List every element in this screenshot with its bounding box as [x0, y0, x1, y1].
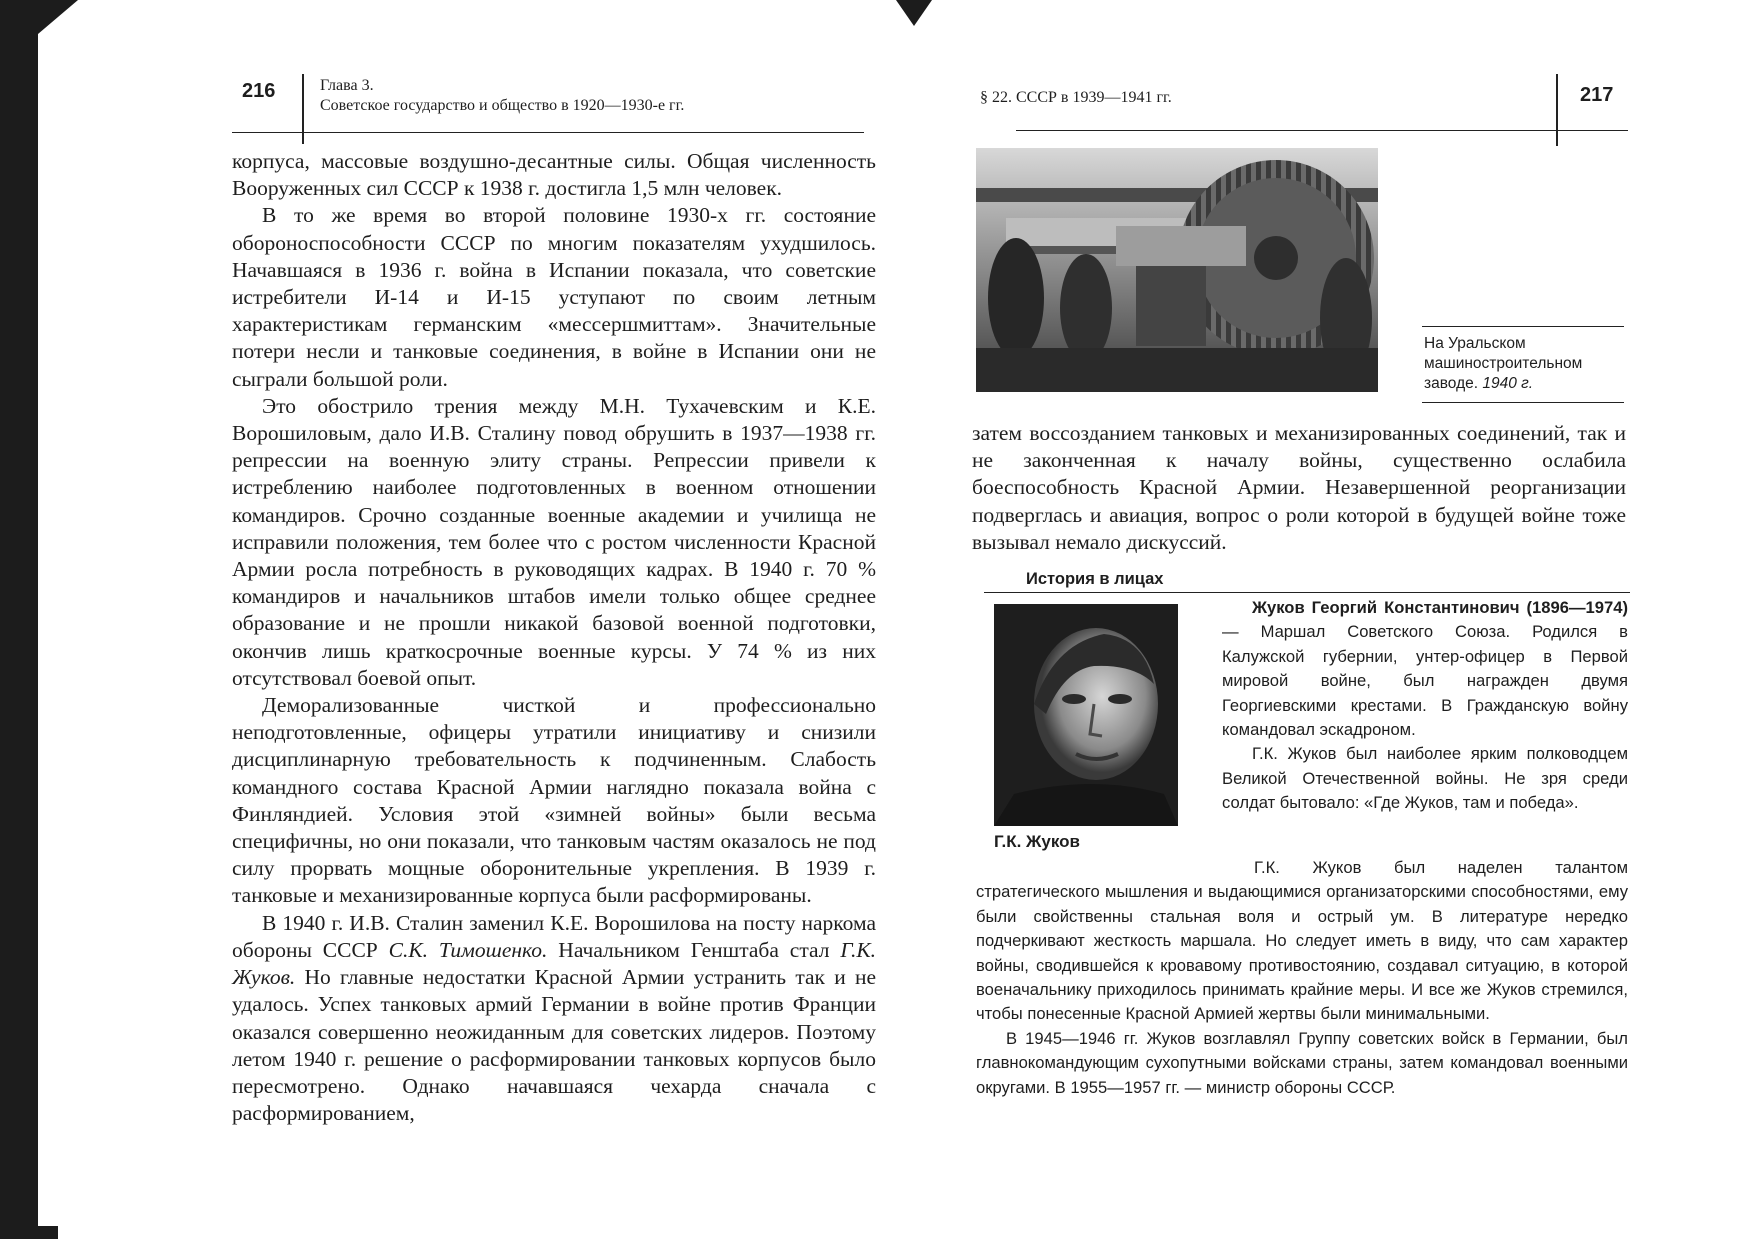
name-timoshenko: С.К. Тимошенко.	[388, 937, 548, 962]
zhukov-portrait-image	[994, 604, 1178, 826]
left-running-head	[320, 76, 684, 116]
bio-name: Жуков Георгий Константинович (1896—1974)	[1252, 598, 1628, 617]
name-zhukov: Г.К. Жуков.	[232, 937, 876, 990]
portrait-caption: Г.К. Жуков	[994, 832, 1080, 851]
right-running-head: § 22. СССР в 1939—1941 гг.	[980, 89, 1172, 106]
factory-photo	[976, 148, 1378, 392]
bio-paragraph: Г.К. Жуков был наделен талантом стратегического мышления и выдающимися организаторскими способностями, ему были свойственны стальная воля и острый ум. В литературе нередко подчеркивают жесткость маршала. Но следует иметь в виду, что сам характер войны, сводившейся к кровавому противостоянию, создавал ситуацию, в которой военачальнику приходилось принимать крайние меры. И все же Жуков стремился, чтобы понесенные Красной Армией жертвы были минимальными.	[976, 858, 1628, 1024]
photo-caption	[1424, 334, 1624, 394]
box-rule	[984, 592, 1630, 593]
paragraph: В 1940 г. И.В. Сталин заменил К.Е. Ворошилова на посту наркома обороны СССР С.К. Тимошенко. Начальником Генштаба стал Г.К. Жуков. Но главные недостатки Красной Армии устранить так и не удалось. Успех танковых армий Германии в войне против Франции оказался совершенно неожиданным для советских лидеров. Поэтому летом 1940 г. решение о расформировании танковых корпусов было пересмотрено. Однако начавшаяся чехарда сначала с расформированием,	[232, 910, 876, 1126]
bio-paragraph: Жуков Георгий Константинович (1896—1974) — Маршал Советского Союза. Родился в Калужской губернии, унтер-офицер в Первой мировой войне, был награжден двумя Георгиевскими крестами. В Гражданскую войну командовал эскадроном.	[1222, 598, 1628, 740]
paragraph: затем воссозданием танковых и механизированных соединений, так и не законченная к началу войны, существенно ослабила боеспособность Красной Армии. Незавершенной реорганизации подверглась и авиация, вопрос о роли которой в будущей войне тоже вызывал немало дискуссий.	[972, 421, 1626, 554]
right-header-rule	[1016, 130, 1628, 131]
paragraph: Это обострило трения между М.Н. Тухачевским и К.Е. Ворошиловым, дало И.В. Сталину повод обрушить в 1937—1938 гг. репрессии на военную элиту страны. Репрессии привели к истреблению наиболее подготовленных в военном отношении командиров. Срочно созданные военные академии и училища не исправили положения, тем более что с ростом численности Красной Армии росла потребность в руководящих кадрах. В 1940 г. 70 % командиров и начальников штабов имели только общее среднее образование и не прошли никакой базовой военной подготовки, окончив лишь краткосрочные военные курсы. У 74 % из них отсутствовал боевой опыт.	[232, 393, 876, 690]
caption-rule-bottom	[1422, 402, 1624, 403]
caption-rule-top	[1422, 326, 1624, 327]
scan-corner	[38, 0, 78, 34]
bio-continued	[976, 856, 1628, 1100]
bio-paragraph: В 1945—1946 гг. Жуков возглавлял Группу советских войск в Германии, был главнокомандующим сухопутными войсками страны, затем командовал военными округами. В 1955—1957 гг. — министр обороны СССР.	[976, 1028, 1628, 1097]
zhukov-portrait	[994, 604, 1178, 826]
right-page-number: 217	[1580, 84, 1614, 106]
factory-photo-image	[976, 148, 1378, 392]
bio-intro	[1222, 596, 1628, 816]
left-header-divider	[302, 74, 304, 144]
paragraph: корпуса, массовые воздушно-десантные силы. Общая численность Вооруженных сил СССР к 1938 г. достигла 1,5 млн человек.	[232, 149, 876, 201]
right-page-body	[972, 420, 1626, 556]
photo-caption-year: 1940 г.	[1482, 375, 1534, 392]
left-page-body	[232, 148, 876, 1127]
left-page-number: 216	[242, 80, 276, 102]
paragraph: Деморализованные чисткой и профессионально неподготовленные, офицеры утратили инициативу и снизили дисциплинарную требовательность к подчиненным. Слабость командного состава Красной Армии наглядно показала война с Финляндией. Условия этой «зимней войны» были весьма специфичны, но они показали, что танковым частям оказалось не под силу прорвать мощные оборонительные укрепления. В 1939 г. танковые и механизированные корпуса были расформированы.	[232, 693, 876, 908]
photo-caption-text: На Уральском машиностроительном заводе.	[1424, 335, 1583, 392]
left-header-rule	[232, 132, 864, 133]
scan-edge	[0, 0, 38, 1239]
chapter-label: Глава 3.	[320, 77, 374, 94]
box-title: История в лицах	[1026, 570, 1164, 588]
bio-paragraph: Г.К. Жуков был наиболее ярким полководцем Великой Отечественной войны. Не зря среди солдат бытовало: «Где Жуков, там и победа».	[1222, 744, 1628, 813]
scan-edge-bottom	[38, 1226, 58, 1239]
paragraph: В то же время во второй половине 1930-х гг. состояние обороноспособности СССР по многим показателям ухудшилось. Начавшаяся в 1936 г. война в Испании показала, что советские истребители И-14 и И-15 уступают по своим летным характеристикам германским «мессершмиттам». Значительные потери несли и танковые соединения, в войне в Испании они не сыграли большой роли.	[232, 203, 876, 391]
fold-mark	[896, 0, 932, 26]
chapter-title: Советское государство и общество в 1920—1930-е гг.	[320, 97, 685, 114]
right-header-divider	[1556, 74, 1558, 146]
